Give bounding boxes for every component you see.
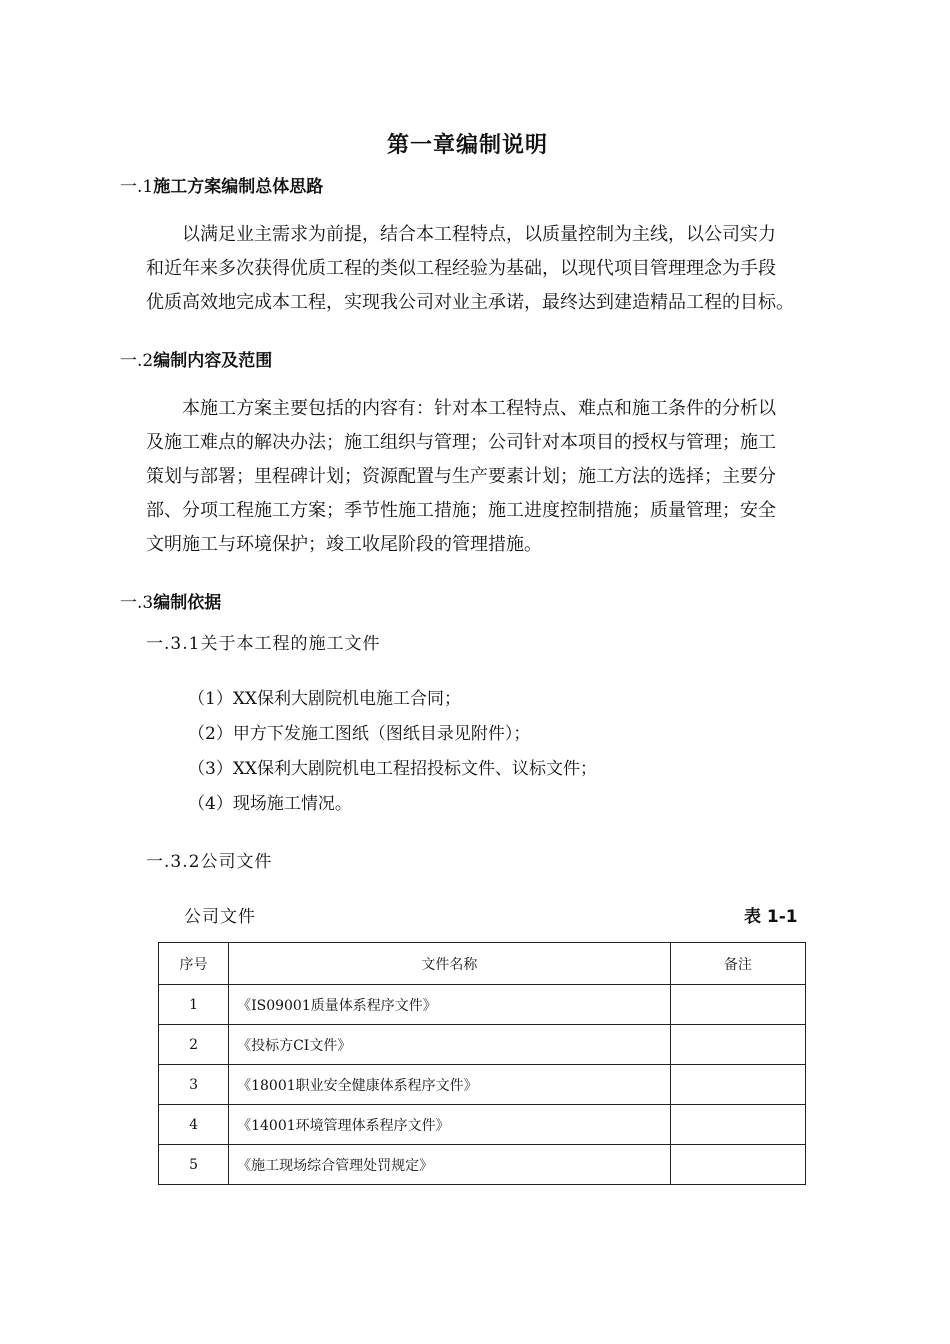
table-row <box>159 1145 806 1185</box>
row-name: 《投标方CI文件》 <box>229 1025 671 1065</box>
section-1-paragraph <box>146 218 826 320</box>
paragraph-line: 优质高效地完成本工程，实现我公司对业主承诺，最终达到建造精品工程的目标。 <box>146 292 794 313</box>
row-name: 《18001职业安全健康体系程序文件》 <box>229 1065 671 1105</box>
section-1-heading <box>120 172 323 197</box>
row-no: 5 <box>159 1145 229 1185</box>
section-2-heading <box>120 346 272 371</box>
paragraph-line: 文明施工与环境保护；竣工收尾阶段的管理措施。 <box>146 534 542 555</box>
row-no: 3 <box>159 1065 229 1105</box>
paragraph-line: 及施工难点的解决办法；施工组织与管理；公司针对本项目的授权与管理；施工 <box>146 432 776 453</box>
basis-item: （3）XX保利大剧院机电工程招投标文件、议标文件； <box>188 759 598 779</box>
table-caption: 公司文件 <box>184 907 256 927</box>
section-2-title: 编制内容及范围 <box>153 351 273 371</box>
section-3-number: 一.3 <box>120 593 154 613</box>
header-no: 序号 <box>159 943 229 985</box>
company-documents-table <box>158 942 806 1185</box>
table-row <box>159 1065 806 1105</box>
row-note <box>670 1065 805 1105</box>
basis-item: （1）XX保利大剧院机电施工合同； <box>188 689 462 709</box>
header-name: 文件名称 <box>229 943 671 985</box>
subsection-3-2-heading: 一.3.2公司文件 <box>146 852 273 872</box>
table-row <box>159 1105 806 1145</box>
row-name: 《IS09001质量体系程序文件》 <box>229 985 671 1025</box>
table-row <box>159 985 806 1025</box>
table-row <box>159 1025 806 1065</box>
subsection-3-1-heading: 一.3.1关于本工程的施工文件 <box>146 634 381 654</box>
paragraph-line: 本施工方案主要包括的内容有：针对本工程特点、难点和施工条件的分析以 <box>182 398 776 419</box>
paragraph-line: 部、分项工程施工方案；季节性施工措施；施工进度控制措施；质量管理；安全 <box>146 500 776 521</box>
section-3-heading <box>120 588 221 613</box>
row-note <box>670 985 805 1025</box>
row-name: 《14001环境管理体系程序文件》 <box>229 1105 671 1145</box>
basis-item: （4）现场施工情况。 <box>188 794 352 814</box>
basis-item: （2）甲方下发施工图纸（图纸目录见附件）； <box>188 724 531 744</box>
row-name: 《施工现场综合管理处罚规定》 <box>229 1145 671 1185</box>
section-3-title: 编制依据 <box>153 593 222 613</box>
section-1-title: 施工方案编制总体思路 <box>153 177 324 197</box>
table-number: 表 1-1 <box>744 907 798 927</box>
row-note <box>670 1145 805 1185</box>
table-header-row <box>159 943 806 985</box>
section-1-number: 一.1 <box>120 177 154 197</box>
row-note <box>670 1105 805 1145</box>
paragraph-line: 策划与部署；里程碑计划；资源配置与生产要素计划；施工方法的选择；主要分 <box>146 466 776 487</box>
row-note <box>670 1025 805 1065</box>
paragraph-line: 和近年来多次获得优质工程的类似工程经验为基础，以现代项目管理理念为手段 <box>146 258 776 279</box>
section-2-number: 一.2 <box>120 351 154 371</box>
row-no: 2 <box>159 1025 229 1065</box>
row-no: 4 <box>159 1105 229 1145</box>
header-note: 备注 <box>670 943 805 985</box>
row-no: 1 <box>159 985 229 1025</box>
paragraph-line: 以满足业主需求为前提，结合本工程特点，以质量控制为主线，以公司实力 <box>182 224 776 245</box>
section-2-paragraph <box>146 392 826 562</box>
chapter-title: 第一章编制说明 <box>386 133 548 158</box>
